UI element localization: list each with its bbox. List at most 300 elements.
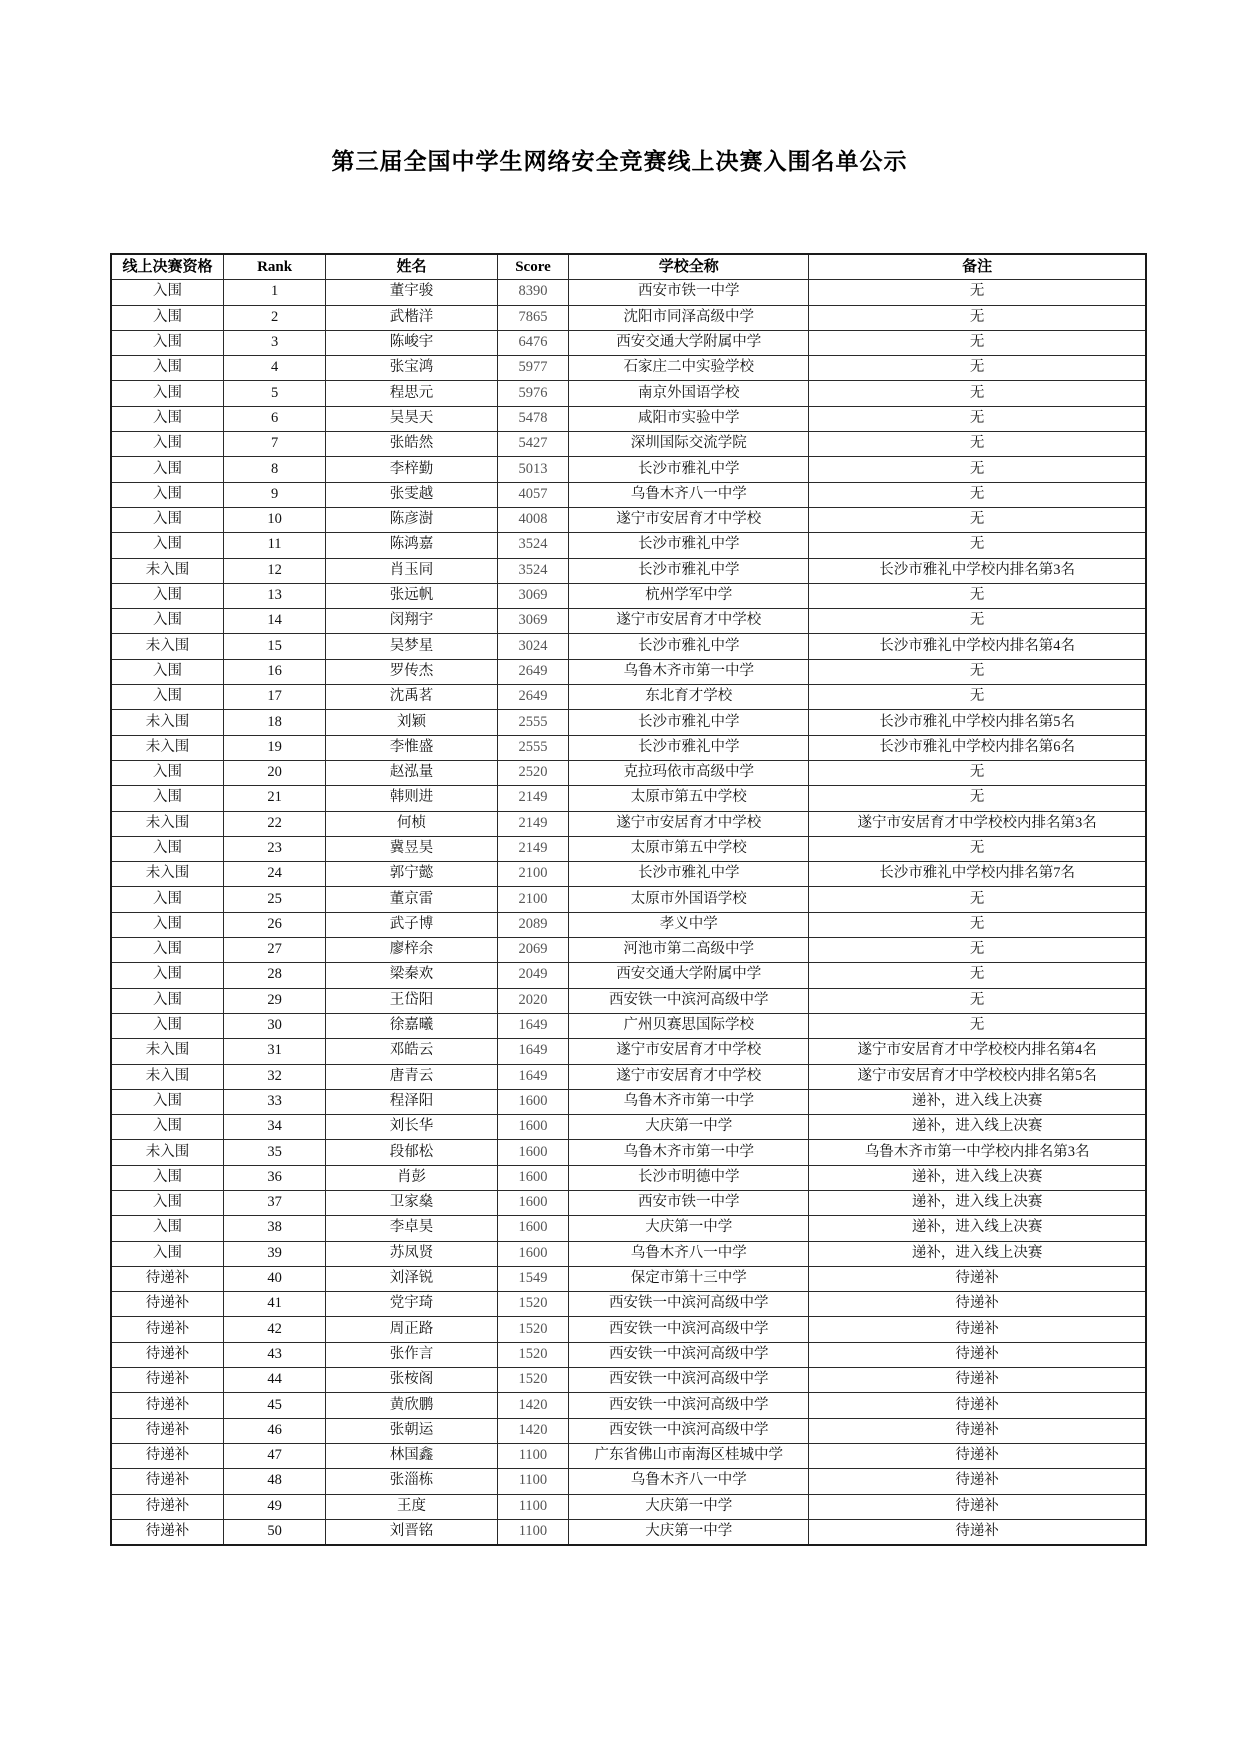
score-cell: 1549 — [497, 1266, 568, 1291]
remark-cell: 无 — [809, 609, 1146, 634]
table-row — [111, 634, 1146, 659]
qualification-cell: 待递补 — [111, 1418, 224, 1443]
remark-cell: 无 — [809, 507, 1146, 532]
qualification-cell: 入围 — [111, 685, 224, 710]
qualification-cell: 入围 — [111, 938, 224, 963]
remark-cell: 递补，进入线上决赛 — [809, 1165, 1146, 1190]
table-row — [111, 1342, 1146, 1367]
score-cell: 1600 — [497, 1089, 568, 1114]
remark-cell: 递补，进入线上决赛 — [809, 1216, 1146, 1241]
remark-cell: 长沙市雅礼中学校内排名第3名 — [809, 558, 1146, 583]
name-cell: 吴昊天 — [326, 406, 498, 431]
school-cell: 乌鲁木齐市第一中学 — [569, 659, 809, 684]
remark-cell: 无 — [809, 356, 1146, 381]
table-row — [111, 1216, 1146, 1241]
table-row — [111, 280, 1146, 305]
table-row — [111, 1266, 1146, 1291]
name-cell: 党宇琦 — [326, 1292, 498, 1317]
name-cell: 董京雷 — [326, 887, 498, 912]
school-cell: 长沙市雅礼中学 — [569, 533, 809, 558]
qualification-cell: 未入围 — [111, 1064, 224, 1089]
school-cell: 乌鲁木齐八一中学 — [569, 1469, 809, 1494]
qualification-cell: 入围 — [111, 836, 224, 861]
qualification-cell: 入围 — [111, 1190, 224, 1215]
rank-cell: 48 — [224, 1469, 326, 1494]
score-cell: 3069 — [497, 609, 568, 634]
remark-cell: 待递补 — [809, 1342, 1146, 1367]
table-row — [111, 1393, 1146, 1418]
qualification-cell: 未入围 — [111, 811, 224, 836]
remark-cell: 待递补 — [809, 1494, 1146, 1519]
score-cell: 4008 — [497, 507, 568, 532]
name-cell: 刘晋铭 — [326, 1519, 498, 1545]
score-cell: 4057 — [497, 482, 568, 507]
table-row — [111, 1140, 1146, 1165]
remark-cell: 无 — [809, 786, 1146, 811]
school-cell: 杭州学军中学 — [569, 583, 809, 608]
name-cell: 张桉阁 — [326, 1368, 498, 1393]
name-cell: 程泽阳 — [326, 1089, 498, 1114]
remark-cell: 无 — [809, 533, 1146, 558]
qualification-cell: 待递补 — [111, 1469, 224, 1494]
score-cell: 1520 — [497, 1342, 568, 1367]
school-cell: 西安铁一中滨河高级中学 — [569, 1393, 809, 1418]
rank-cell: 37 — [224, 1190, 326, 1215]
score-cell: 2100 — [497, 887, 568, 912]
name-cell: 沈禹茗 — [326, 685, 498, 710]
rank-cell: 33 — [224, 1089, 326, 1114]
rank-cell: 38 — [224, 1216, 326, 1241]
table-row — [111, 862, 1146, 887]
score-cell: 1649 — [497, 1013, 568, 1038]
header-score: Score — [497, 254, 568, 280]
table-row — [111, 457, 1146, 482]
table-row — [111, 1317, 1146, 1342]
remark-cell: 待递补 — [809, 1469, 1146, 1494]
qualification-cell: 入围 — [111, 482, 224, 507]
qualification-cell: 入围 — [111, 533, 224, 558]
rank-cell: 6 — [224, 406, 326, 431]
name-cell: 周正路 — [326, 1317, 498, 1342]
score-cell: 2089 — [497, 912, 568, 937]
score-cell: 1420 — [497, 1393, 568, 1418]
school-cell: 大庆第一中学 — [569, 1115, 809, 1140]
score-cell: 1420 — [497, 1418, 568, 1443]
school-cell: 长沙市雅礼中学 — [569, 710, 809, 735]
qualification-cell: 入围 — [111, 1165, 224, 1190]
name-cell: 刘泽锐 — [326, 1266, 498, 1291]
remark-cell: 乌鲁木齐市第一中学校内排名第3名 — [809, 1140, 1146, 1165]
score-cell: 1100 — [497, 1494, 568, 1519]
qualification-cell: 待递补 — [111, 1494, 224, 1519]
remark-cell: 无 — [809, 760, 1146, 785]
table-row — [111, 1292, 1146, 1317]
name-cell: 廖梓余 — [326, 938, 498, 963]
school-cell: 西安市铁一中学 — [569, 280, 809, 305]
qualification-cell: 入围 — [111, 887, 224, 912]
rank-cell: 47 — [224, 1443, 326, 1468]
table-row — [111, 1418, 1146, 1443]
qualification-cell: 入围 — [111, 1013, 224, 1038]
score-cell: 1100 — [497, 1443, 568, 1468]
name-cell: 唐青云 — [326, 1064, 498, 1089]
table-row — [111, 811, 1146, 836]
table-row — [111, 1443, 1146, 1468]
rank-cell: 23 — [224, 836, 326, 861]
remark-cell: 无 — [809, 457, 1146, 482]
score-cell: 5478 — [497, 406, 568, 431]
remark-cell: 无 — [809, 305, 1146, 330]
table-row — [111, 836, 1146, 861]
score-cell: 2555 — [497, 735, 568, 760]
score-cell: 2520 — [497, 760, 568, 785]
rank-cell: 16 — [224, 659, 326, 684]
score-cell: 1600 — [497, 1241, 568, 1266]
name-cell: 武子博 — [326, 912, 498, 937]
school-cell: 河池市第二高级中学 — [569, 938, 809, 963]
table-row — [111, 1039, 1146, 1064]
rank-cell: 19 — [224, 735, 326, 760]
qualification-cell: 入围 — [111, 406, 224, 431]
rank-cell: 22 — [224, 811, 326, 836]
header-name: 姓名 — [326, 254, 498, 280]
name-cell: 李卓昊 — [326, 1216, 498, 1241]
qualification-cell: 入围 — [111, 1115, 224, 1140]
score-cell: 1649 — [497, 1039, 568, 1064]
name-cell: 陈彦澍 — [326, 507, 498, 532]
name-cell: 林国鑫 — [326, 1443, 498, 1468]
remark-cell: 待递补 — [809, 1393, 1146, 1418]
rank-cell: 50 — [224, 1519, 326, 1545]
rank-cell: 46 — [224, 1418, 326, 1443]
header-qualification: 线上决赛资格 — [111, 254, 224, 280]
table-row — [111, 1089, 1146, 1114]
score-cell: 1600 — [497, 1165, 568, 1190]
remark-cell: 无 — [809, 938, 1146, 963]
school-cell: 长沙市雅礼中学 — [569, 457, 809, 482]
school-cell: 南京外国语学校 — [569, 381, 809, 406]
name-cell: 罗传杰 — [326, 659, 498, 684]
school-cell: 沈阳市同泽高级中学 — [569, 305, 809, 330]
remark-cell: 递补，进入线上决赛 — [809, 1089, 1146, 1114]
score-cell: 2100 — [497, 862, 568, 887]
score-cell: 2555 — [497, 710, 568, 735]
remark-cell: 无 — [809, 963, 1146, 988]
remark-cell: 递补，进入线上决赛 — [809, 1241, 1146, 1266]
remark-cell: 无 — [809, 280, 1146, 305]
rank-cell: 1 — [224, 280, 326, 305]
school-cell: 西安铁一中滨河高级中学 — [569, 1368, 809, 1393]
page-title: 第三届全国中学生网络安全竞赛线上决赛入围名单公示 — [331, 149, 908, 174]
header-rank: Rank — [224, 254, 326, 280]
qualification-cell: 未入围 — [111, 710, 224, 735]
score-cell: 5427 — [497, 432, 568, 457]
name-cell: 张宝鸿 — [326, 356, 498, 381]
rank-cell: 30 — [224, 1013, 326, 1038]
rank-cell: 40 — [224, 1266, 326, 1291]
score-cell: 1100 — [497, 1519, 568, 1545]
score-cell: 2049 — [497, 963, 568, 988]
qualification-cell: 待递补 — [111, 1317, 224, 1342]
qualification-cell: 待递补 — [111, 1519, 224, 1545]
qualification-cell: 待递补 — [111, 1342, 224, 1367]
table-row — [111, 406, 1146, 431]
remark-cell: 无 — [809, 432, 1146, 457]
name-cell: 张作言 — [326, 1342, 498, 1367]
school-cell: 太原市第五中学校 — [569, 836, 809, 861]
school-cell: 太原市第五中学校 — [569, 786, 809, 811]
name-cell: 张朝运 — [326, 1418, 498, 1443]
remark-cell: 无 — [809, 482, 1146, 507]
school-cell: 西安铁一中滨河高级中学 — [569, 1292, 809, 1317]
name-cell: 陈鸿嘉 — [326, 533, 498, 558]
rank-cell: 4 — [224, 356, 326, 381]
school-cell: 保定市第十三中学 — [569, 1266, 809, 1291]
score-cell: 3524 — [497, 533, 568, 558]
remark-cell: 递补，进入线上决赛 — [809, 1115, 1146, 1140]
school-cell: 遂宁市安居育才中学校 — [569, 507, 809, 532]
rank-cell: 31 — [224, 1039, 326, 1064]
name-cell: 邓皓云 — [326, 1039, 498, 1064]
table-row — [111, 558, 1146, 583]
remark-cell: 待递补 — [809, 1418, 1146, 1443]
school-cell: 乌鲁木齐八一中学 — [569, 1241, 809, 1266]
table-row — [111, 356, 1146, 381]
table-row — [111, 938, 1146, 963]
rank-cell: 27 — [224, 938, 326, 963]
roster-table — [110, 253, 1147, 1546]
school-cell: 孝义中学 — [569, 912, 809, 937]
rank-cell: 20 — [224, 760, 326, 785]
score-cell: 5976 — [497, 381, 568, 406]
qualification-cell: 入围 — [111, 659, 224, 684]
table-row — [111, 330, 1146, 355]
school-cell: 西安铁一中滨河高级中学 — [569, 1317, 809, 1342]
school-cell: 遂宁市安居育才中学校 — [569, 609, 809, 634]
table-row — [111, 305, 1146, 330]
remark-cell: 遂宁市安居育才中学校校内排名第4名 — [809, 1039, 1146, 1064]
school-cell: 乌鲁木齐八一中学 — [569, 482, 809, 507]
roster-table-body — [111, 280, 1146, 1545]
remark-cell: 无 — [809, 1013, 1146, 1038]
rank-cell: 25 — [224, 887, 326, 912]
score-cell: 6476 — [497, 330, 568, 355]
score-cell: 5013 — [497, 457, 568, 482]
remark-cell: 遂宁市安居育才中学校校内排名第3名 — [809, 811, 1146, 836]
qualification-cell: 入围 — [111, 609, 224, 634]
score-cell: 2020 — [497, 988, 568, 1013]
qualification-cell: 待递补 — [111, 1443, 224, 1468]
table-row — [111, 1241, 1146, 1266]
rank-cell: 11 — [224, 533, 326, 558]
table-row — [111, 887, 1146, 912]
table-row — [111, 786, 1146, 811]
table-row — [111, 963, 1146, 988]
school-cell: 乌鲁木齐市第一中学 — [569, 1140, 809, 1165]
name-cell: 段郁松 — [326, 1140, 498, 1165]
school-cell: 克拉玛依市高级中学 — [569, 760, 809, 785]
rank-cell: 5 — [224, 381, 326, 406]
name-cell: 李惟盛 — [326, 735, 498, 760]
name-cell: 梁秦欢 — [326, 963, 498, 988]
table-row — [111, 1064, 1146, 1089]
score-cell: 1600 — [497, 1190, 568, 1215]
school-cell: 大庆第一中学 — [569, 1216, 809, 1241]
rank-cell: 13 — [224, 583, 326, 608]
table-row — [111, 533, 1146, 558]
rank-cell: 32 — [224, 1064, 326, 1089]
school-cell: 大庆第一中学 — [569, 1519, 809, 1545]
score-cell: 3524 — [497, 558, 568, 583]
score-cell: 1520 — [497, 1317, 568, 1342]
name-cell: 王度 — [326, 1494, 498, 1519]
qualification-cell: 入围 — [111, 330, 224, 355]
remark-cell: 长沙市雅礼中学校内排名第7名 — [809, 862, 1146, 887]
school-cell: 石家庄二中实验学校 — [569, 356, 809, 381]
remark-cell: 无 — [809, 406, 1146, 431]
remark-cell: 待递补 — [809, 1368, 1146, 1393]
qualification-cell: 入围 — [111, 457, 224, 482]
rank-cell: 8 — [224, 457, 326, 482]
table-row — [111, 710, 1146, 735]
header-row — [111, 254, 1146, 280]
name-cell: 武楷洋 — [326, 305, 498, 330]
score-cell: 1600 — [497, 1115, 568, 1140]
rank-cell: 45 — [224, 1393, 326, 1418]
rank-cell: 42 — [224, 1317, 326, 1342]
score-cell: 1520 — [497, 1368, 568, 1393]
rank-cell: 10 — [224, 507, 326, 532]
table-row — [111, 1013, 1146, 1038]
table-row — [111, 1469, 1146, 1494]
remark-cell: 无 — [809, 659, 1146, 684]
qualification-cell: 入围 — [111, 786, 224, 811]
name-cell: 李梓勤 — [326, 457, 498, 482]
name-cell: 赵泓量 — [326, 760, 498, 785]
score-cell: 1100 — [497, 1469, 568, 1494]
header-school: 学校全称 — [569, 254, 809, 280]
remark-cell: 长沙市雅礼中学校内排名第6名 — [809, 735, 1146, 760]
school-cell: 东北育才学校 — [569, 685, 809, 710]
remark-cell: 无 — [809, 381, 1146, 406]
name-cell: 何桢 — [326, 811, 498, 836]
qualification-cell: 入围 — [111, 1216, 224, 1241]
table-row — [111, 1494, 1146, 1519]
table-row — [111, 988, 1146, 1013]
qualification-cell: 入围 — [111, 583, 224, 608]
score-cell: 2149 — [497, 786, 568, 811]
qualification-cell: 未入围 — [111, 558, 224, 583]
table-row — [111, 381, 1146, 406]
qualification-cell: 待递补 — [111, 1393, 224, 1418]
table-row — [111, 432, 1146, 457]
score-cell: 5977 — [497, 356, 568, 381]
table-row — [111, 912, 1146, 937]
table-row — [111, 1165, 1146, 1190]
rank-cell: 44 — [224, 1368, 326, 1393]
name-cell: 陈峻宇 — [326, 330, 498, 355]
score-cell: 2649 — [497, 659, 568, 684]
name-cell: 刘颖 — [326, 710, 498, 735]
rank-cell: 34 — [224, 1115, 326, 1140]
table-row — [111, 1519, 1146, 1545]
table-row — [111, 1190, 1146, 1215]
qualification-cell: 未入围 — [111, 735, 224, 760]
name-cell: 卫家燊 — [326, 1190, 498, 1215]
school-cell: 太原市外国语学校 — [569, 887, 809, 912]
remark-cell: 待递补 — [809, 1266, 1146, 1291]
table-row — [111, 1115, 1146, 1140]
remark-cell: 遂宁市安居育才中学校校内排名第5名 — [809, 1064, 1146, 1089]
score-cell: 1520 — [497, 1292, 568, 1317]
rank-cell: 18 — [224, 710, 326, 735]
qualification-cell: 入围 — [111, 963, 224, 988]
qualification-cell: 待递补 — [111, 1266, 224, 1291]
name-cell: 张雯越 — [326, 482, 498, 507]
rank-cell: 15 — [224, 634, 326, 659]
name-cell: 刘长华 — [326, 1115, 498, 1140]
rank-cell: 3 — [224, 330, 326, 355]
score-cell: 3069 — [497, 583, 568, 608]
qualification-cell: 入围 — [111, 305, 224, 330]
qualification-cell: 入围 — [111, 280, 224, 305]
table-row — [111, 609, 1146, 634]
remark-cell: 待递补 — [809, 1443, 1146, 1468]
name-cell: 肖玉同 — [326, 558, 498, 583]
qualification-cell: 入围 — [111, 432, 224, 457]
remark-cell: 无 — [809, 912, 1146, 937]
table-row — [111, 507, 1146, 532]
rank-cell: 26 — [224, 912, 326, 937]
rank-cell: 43 — [224, 1342, 326, 1367]
qualification-cell: 未入围 — [111, 1039, 224, 1064]
name-cell: 程思元 — [326, 381, 498, 406]
name-cell: 张远帆 — [326, 583, 498, 608]
school-cell: 西安铁一中滨河高级中学 — [569, 1342, 809, 1367]
score-cell: 2649 — [497, 685, 568, 710]
rank-cell: 35 — [224, 1140, 326, 1165]
rank-cell: 17 — [224, 685, 326, 710]
rank-cell: 14 — [224, 609, 326, 634]
name-cell: 徐嘉曦 — [326, 1013, 498, 1038]
school-cell: 广州贝赛思国际学校 — [569, 1013, 809, 1038]
name-cell: 肖彭 — [326, 1165, 498, 1190]
school-cell: 西安铁一中滨河高级中学 — [569, 1418, 809, 1443]
qualification-cell: 入围 — [111, 988, 224, 1013]
qualification-cell: 未入围 — [111, 634, 224, 659]
table-row — [111, 659, 1146, 684]
rank-cell: 9 — [224, 482, 326, 507]
school-cell: 长沙市雅礼中学 — [569, 558, 809, 583]
rank-cell: 28 — [224, 963, 326, 988]
remark-cell: 待递补 — [809, 1317, 1146, 1342]
school-cell: 咸阳市实验中学 — [569, 406, 809, 431]
rank-cell: 24 — [224, 862, 326, 887]
school-cell: 遂宁市安居育才中学校 — [569, 1064, 809, 1089]
remark-cell: 无 — [809, 836, 1146, 861]
qualification-cell: 入围 — [111, 912, 224, 937]
remark-cell: 无 — [809, 887, 1146, 912]
remark-cell: 无 — [809, 685, 1146, 710]
rank-cell: 2 — [224, 305, 326, 330]
school-cell: 西安交通大学附属中学 — [569, 330, 809, 355]
name-cell: 韩则进 — [326, 786, 498, 811]
qualification-cell: 未入围 — [111, 862, 224, 887]
school-cell: 遂宁市安居育才中学校 — [569, 1039, 809, 1064]
rank-cell: 21 — [224, 786, 326, 811]
remark-cell: 待递补 — [809, 1519, 1146, 1545]
table-row — [111, 735, 1146, 760]
